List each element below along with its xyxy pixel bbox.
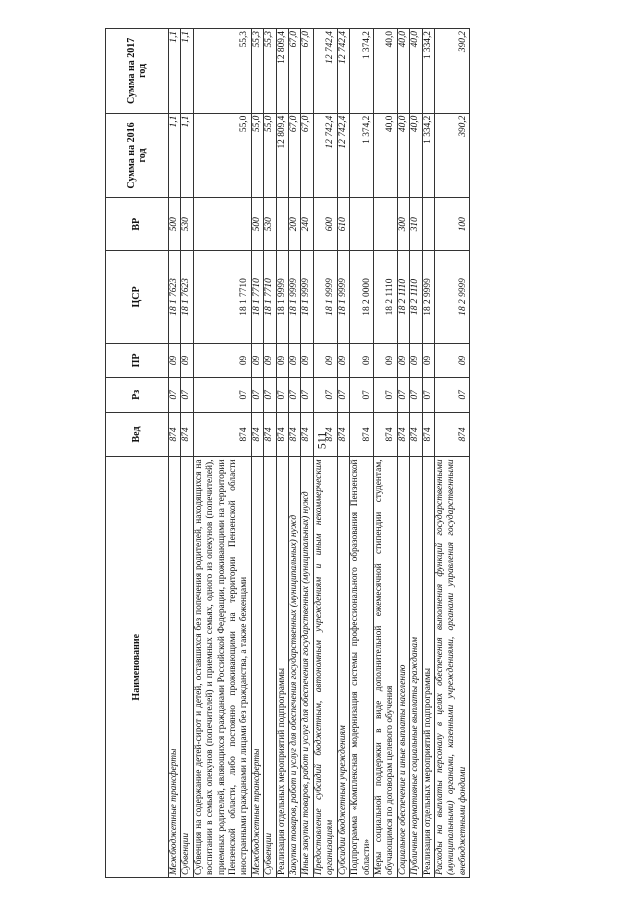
cell-vr: 600 [313, 198, 337, 251]
table-row [337, 29, 349, 878]
cell-name: Меры социальной поддержки в виде дополнительной ежемесячной стипендии студентам, обучающимся по договорам целевого обучения [373, 457, 397, 878]
cell-name: Межбюджетные трансферты [251, 457, 263, 878]
cell-csr: 18 1 9999 [301, 251, 313, 344]
cell-vr: 200 [289, 198, 301, 251]
cell-vr: 100 [434, 198, 469, 251]
cell-csr: 18 2 9999 [422, 251, 434, 344]
cell-ved: 874 [422, 412, 434, 457]
cell-rz: 07 [313, 378, 337, 412]
cell-ved: 874 [181, 412, 193, 457]
cell-s2016: 12 742,4 [337, 113, 349, 198]
cell-vr: 500 [169, 198, 181, 251]
cell-name: Субвенции [181, 457, 193, 878]
table-row [169, 29, 181, 878]
budget-table [105, 28, 470, 878]
cell-s2016: 12 742,4 [313, 113, 337, 198]
cell-pr: 09 [422, 343, 434, 377]
cell-s2017: 12 742,4 [337, 29, 349, 114]
table-row [410, 29, 422, 878]
cell-name: Субвенция на содержание детей-сирот и детей, оставшихся без попечения родителей, находящихся на воспитании в семьях опекунов (попечителей) и приемных семьях, одного из опекунов (попечителей), приемных родителей, являющихся гражданами Российской Федерации, проживающими на территории Пензенской области, либо постоянно проживающими на территории Пензенской области иностранными гражданами и лицами без гражданства, а также беженцами [193, 457, 251, 878]
cell-vr [373, 198, 397, 251]
cell-ved: 874 [251, 412, 263, 457]
cell-vr: 530 [264, 198, 276, 251]
column-header-vr: ВР [106, 198, 169, 251]
cell-s2017: 1,1 [181, 29, 193, 114]
cell-csr: 18 1 9999 [276, 251, 288, 344]
cell-rz: 07 [169, 378, 181, 412]
cell-s2016: 1 334,2 [422, 113, 434, 198]
cell-s2017: 55,3 [193, 29, 251, 114]
cell-ved: 874 [434, 412, 469, 457]
cell-s2016: 40,0 [410, 113, 422, 198]
cell-pr: 09 [301, 343, 313, 377]
cell-pr: 09 [373, 343, 397, 377]
cell-ved: 874 [373, 412, 397, 457]
column-header-csr: ЦСР [106, 251, 169, 344]
cell-csr: 18 2 9999 [434, 251, 469, 344]
cell-s2017: 40,0 [410, 29, 422, 114]
cell-name: Иные закупки товаров, работ и услуг для обеспечения государственных (муниципальных) нужд [301, 457, 313, 878]
cell-vr [193, 198, 251, 251]
cell-ved: 874 [289, 412, 301, 457]
cell-pr: 09 [410, 343, 422, 377]
cell-s2017: 390,2 [434, 29, 469, 114]
table-row [193, 29, 251, 878]
cell-s2017: 67,0 [301, 29, 313, 114]
page-number: 511 [314, 431, 329, 450]
cell-vr [422, 198, 434, 251]
cell-rz: 07 [289, 378, 301, 412]
cell-s2017: 1 374,2 [350, 29, 374, 114]
cell-s2017: 40,0 [373, 29, 397, 114]
cell-s2017: 40,0 [397, 29, 409, 114]
cell-ved: 874 [301, 412, 313, 457]
cell-csr: 18 1 7710 [251, 251, 263, 344]
cell-csr: 18 1 7623 [181, 251, 193, 344]
cell-s2017: 55,3 [264, 29, 276, 114]
cell-s2016: 55,0 [264, 113, 276, 198]
cell-rz: 07 [422, 378, 434, 412]
cell-rz: 07 [301, 378, 313, 412]
cell-csr: 18 2 1110 [397, 251, 409, 344]
budget-table-container [105, 28, 565, 878]
cell-rz: 07 [410, 378, 422, 412]
cell-name: Реализация отдельных мероприятий подпрограммы [276, 457, 288, 878]
cell-ved: 874 [276, 412, 288, 457]
cell-vr: 240 [301, 198, 313, 251]
column-header-pr: ПР [106, 343, 169, 377]
cell-pr: 09 [313, 343, 337, 377]
cell-ved: 874 [169, 412, 181, 457]
cell-pr: 09 [276, 343, 288, 377]
cell-csr: 18 2 1110 [373, 251, 397, 344]
cell-vr: 300 [397, 198, 409, 251]
cell-rz: 07 [434, 378, 469, 412]
cell-vr: 310 [410, 198, 422, 251]
cell-pr: 09 [251, 343, 263, 377]
table-row [181, 29, 193, 878]
column-header-name: Наименование [106, 457, 169, 878]
cell-rz: 07 [276, 378, 288, 412]
cell-name: Социальное обеспечение и иные выплаты населению [397, 457, 409, 878]
cell-s2016: 1,1 [181, 113, 193, 198]
cell-name: Подпрограмма «Комплексная модернизация системы профессионального образования Пензенской области» [350, 457, 374, 878]
cell-s2016: 1 374,2 [350, 113, 374, 198]
cell-vr: 530 [181, 198, 193, 251]
cell-csr: 18 2 1110 [410, 251, 422, 344]
cell-s2016: 67,0 [289, 113, 301, 198]
cell-rz: 07 [264, 378, 276, 412]
cell-pr: 09 [289, 343, 301, 377]
cell-s2016: 40,0 [373, 113, 397, 198]
cell-csr: 18 1 7623 [169, 251, 181, 344]
cell-pr: 09 [169, 343, 181, 377]
cell-pr: 09 [264, 343, 276, 377]
cell-rz: 07 [373, 378, 397, 412]
cell-vr: 500 [251, 198, 263, 251]
cell-s2017: 1,1 [169, 29, 181, 114]
cell-s2017: 55,3 [251, 29, 263, 114]
cell-ved: 874 [337, 412, 349, 457]
column-header-sum-2016: Сумма на 2016 год [106, 113, 169, 198]
cell-ved: 874 [350, 412, 374, 457]
cell-rz: 07 [337, 378, 349, 412]
cell-name: Субсидии бюджетным учреждениям [337, 457, 349, 878]
table-row [301, 29, 313, 878]
cell-csr: 18 1 9999 [337, 251, 349, 344]
cell-s2016: 12 809,4 [276, 113, 288, 198]
cell-rz: 07 [181, 378, 193, 412]
cell-s2016: 67,0 [301, 113, 313, 198]
cell-csr: 18 1 7710 [264, 251, 276, 344]
cell-csr: 18 2 0000 [350, 251, 374, 344]
cell-s2017: 67,0 [289, 29, 301, 114]
cell-name: Реализация отдельных мероприятий подпрограммы [422, 457, 434, 878]
column-header-sum-2017: Сумма на 2017 год [106, 29, 169, 114]
cell-s2016: 390,2 [434, 113, 469, 198]
cell-pr: 09 [397, 343, 409, 377]
table-row [251, 29, 263, 878]
cell-csr: 18 1 7710 [193, 251, 251, 344]
table-row [373, 29, 397, 878]
cell-pr: 09 [193, 343, 251, 377]
cell-rz: 07 [193, 378, 251, 412]
table-row [397, 29, 409, 878]
table-row [434, 29, 469, 878]
cell-name: Закупка товаров, работ и услуг для обеспечения государственных (муниципальных) нужд [289, 457, 301, 878]
cell-ved: 874 [264, 412, 276, 457]
column-header-rz: Рз [106, 378, 169, 412]
cell-csr: 18 1 9999 [289, 251, 301, 344]
cell-vr: 610 [337, 198, 349, 251]
cell-pr: 09 [434, 343, 469, 377]
cell-rz: 07 [350, 378, 374, 412]
cell-s2016: 55,0 [193, 113, 251, 198]
cell-rz: 07 [251, 378, 263, 412]
table-body [169, 29, 470, 878]
cell-csr: 18 1 9999 [313, 251, 337, 344]
cell-s2016: 40,0 [397, 113, 409, 198]
cell-pr: 09 [350, 343, 374, 377]
table-row [264, 29, 276, 878]
cell-ved: 874 [397, 412, 409, 457]
column-header-ved: Вед [106, 412, 169, 457]
cell-pr: 09 [337, 343, 349, 377]
cell-name: Предоставление субсидий бюджетным, автономным учреждениям и иным некоммерческим организациям [313, 457, 337, 878]
cell-ved: 874 [193, 412, 251, 457]
cell-name: Субвенции [264, 457, 276, 878]
cell-name: Межбюджетные трансферты [169, 457, 181, 878]
cell-ved: 874 [410, 412, 422, 457]
cell-vr [350, 198, 374, 251]
cell-name: Расходы на выплаты персоналу в целях обеспечения выполнения функций государственными (муниципальными) органами, казенными учреждениями, органами управления государственными внебюджетными фондами [434, 457, 469, 878]
cell-pr: 09 [181, 343, 193, 377]
cell-vr [276, 198, 288, 251]
table-row [313, 29, 337, 878]
cell-s2017: 12 809,4 [276, 29, 288, 114]
table-row [289, 29, 301, 878]
table-row [276, 29, 288, 878]
table-row [350, 29, 374, 878]
table-header [106, 29, 169, 878]
cell-s2017: 12 742,4 [313, 29, 337, 114]
cell-rz: 07 [397, 378, 409, 412]
cell-s2017: 1 334,2 [422, 29, 434, 114]
cell-s2016: 1,1 [169, 113, 181, 198]
table-row [422, 29, 434, 878]
cell-name: Публичные нормативные социальные выплаты гражданам [410, 457, 422, 878]
cell-ved: 874 [313, 412, 337, 457]
cell-s2016: 55,0 [251, 113, 263, 198]
